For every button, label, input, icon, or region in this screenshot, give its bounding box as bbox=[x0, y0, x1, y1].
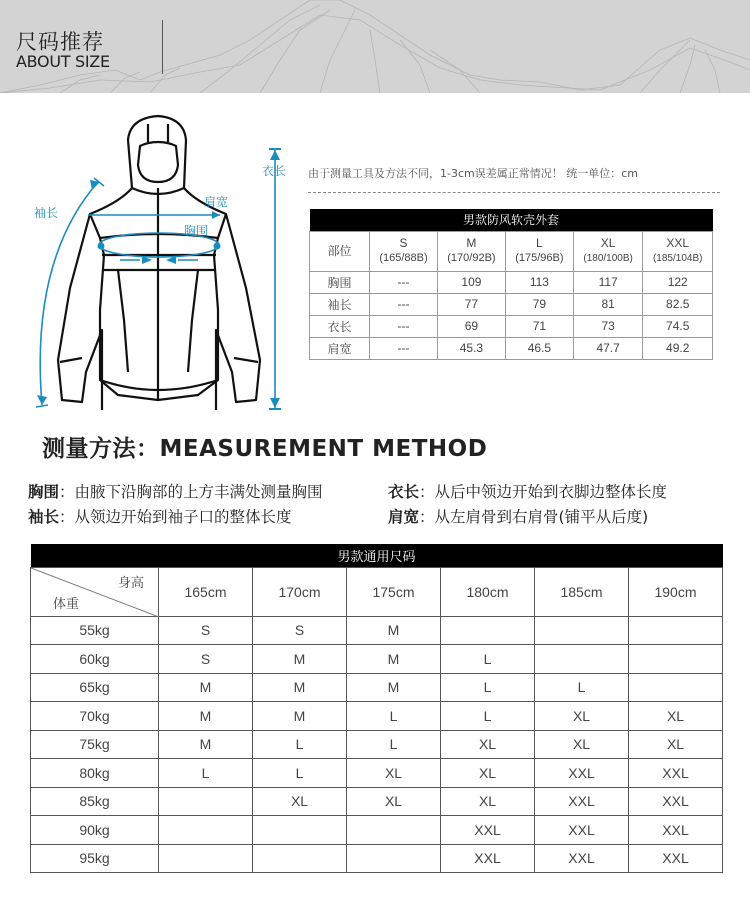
height-175: 175cm bbox=[347, 567, 441, 616]
jacket-outline-icon bbox=[20, 110, 300, 410]
table-row: 65kg M M M L L bbox=[31, 673, 723, 702]
table-row: 80kg L L XL XL XXL XXL bbox=[31, 759, 723, 788]
label-chest: 胸围 bbox=[184, 224, 209, 238]
spec-size-xl: XL (180/100B) bbox=[573, 231, 643, 271]
table-row: 95kg XXL XXL XXL bbox=[31, 844, 723, 873]
height-165: 165cm bbox=[159, 567, 253, 616]
spec-row-sleeve: 袖长 --- 77 79 81 82.5 bbox=[310, 293, 713, 315]
method-sleeve: 袖长：从领边开始到袖子口的整体长度 bbox=[28, 508, 292, 526]
height-180: 180cm bbox=[441, 567, 535, 616]
header-banner bbox=[0, 0, 750, 93]
measurement-note: 由于测量工具及方法不同，1-3cm误差属正常情况！ 统一单位：cm bbox=[308, 167, 638, 180]
method-chest: 胸围：由腋下沿胸部的上方丰满处测量胸围 bbox=[28, 483, 323, 501]
spec-size-l: L (175/96B) bbox=[505, 231, 573, 271]
height-185: 185cm bbox=[535, 567, 629, 616]
spec-row-length: 衣长 --- 69 71 73 74.5 bbox=[310, 315, 713, 337]
page-title: 尺码推荐 bbox=[16, 30, 104, 54]
spec-size-xxl: XXL (185/104B) bbox=[643, 231, 713, 271]
header-divider bbox=[162, 20, 163, 74]
table-row: 70kg M M L L XL XL bbox=[31, 702, 723, 731]
measurement-method-title: 测量方法：MEASUREMENT METHOD bbox=[42, 436, 488, 462]
method-body-length: 衣长：从后中领边开始到衣脚边整体长度 bbox=[388, 483, 668, 501]
jacket-measurement-diagram bbox=[20, 110, 300, 410]
height-190: 190cm bbox=[629, 567, 723, 616]
label-shoulder-width: 肩宽 bbox=[204, 195, 229, 209]
size-table-title: 男款通用尺码 bbox=[31, 544, 723, 567]
weight-axis-label: 体重 bbox=[53, 596, 80, 612]
spec-size-s: S (165/88B) bbox=[370, 231, 438, 271]
label-sleeve-length: 袖长 bbox=[34, 206, 59, 220]
page-subtitle: ABOUT SIZE bbox=[16, 52, 110, 71]
table-row: 85kg XL XL XL XXL XXL bbox=[31, 787, 723, 816]
method-shoulder: 肩宽：从左肩骨到右肩骨(铺平从后度) bbox=[388, 508, 649, 526]
spec-row-chest: 胸围 --- 109 113 117 122 bbox=[310, 271, 713, 293]
spec-header-row bbox=[310, 231, 713, 271]
spec-size-m: M (170/92B) bbox=[437, 231, 505, 271]
size-header-row bbox=[31, 567, 723, 616]
table-row: 90kg XXL XXL XXL bbox=[31, 816, 723, 845]
height-axis-label: 身高 bbox=[117, 575, 144, 591]
height-170: 170cm bbox=[253, 567, 347, 616]
general-size-table bbox=[30, 544, 723, 873]
table-row: 55kg S S M bbox=[31, 616, 723, 645]
label-body-length: 衣长 bbox=[262, 164, 287, 178]
table-row: 75kg M L L XL XL XL bbox=[31, 730, 723, 759]
dotted-divider bbox=[308, 192, 720, 193]
spec-header-label: 部位 bbox=[310, 231, 370, 271]
size-table-corner bbox=[31, 567, 159, 616]
spec-table-title: 男款防风软壳外套 bbox=[310, 209, 713, 231]
spec-row-shoulder: 肩宽 --- 45.3 46.5 47.7 49.2 bbox=[310, 337, 713, 359]
jacket-spec-table bbox=[309, 209, 713, 360]
mountain-wireframe-decoration bbox=[0, 0, 750, 93]
table-row: 60kg S M M L bbox=[31, 645, 723, 674]
